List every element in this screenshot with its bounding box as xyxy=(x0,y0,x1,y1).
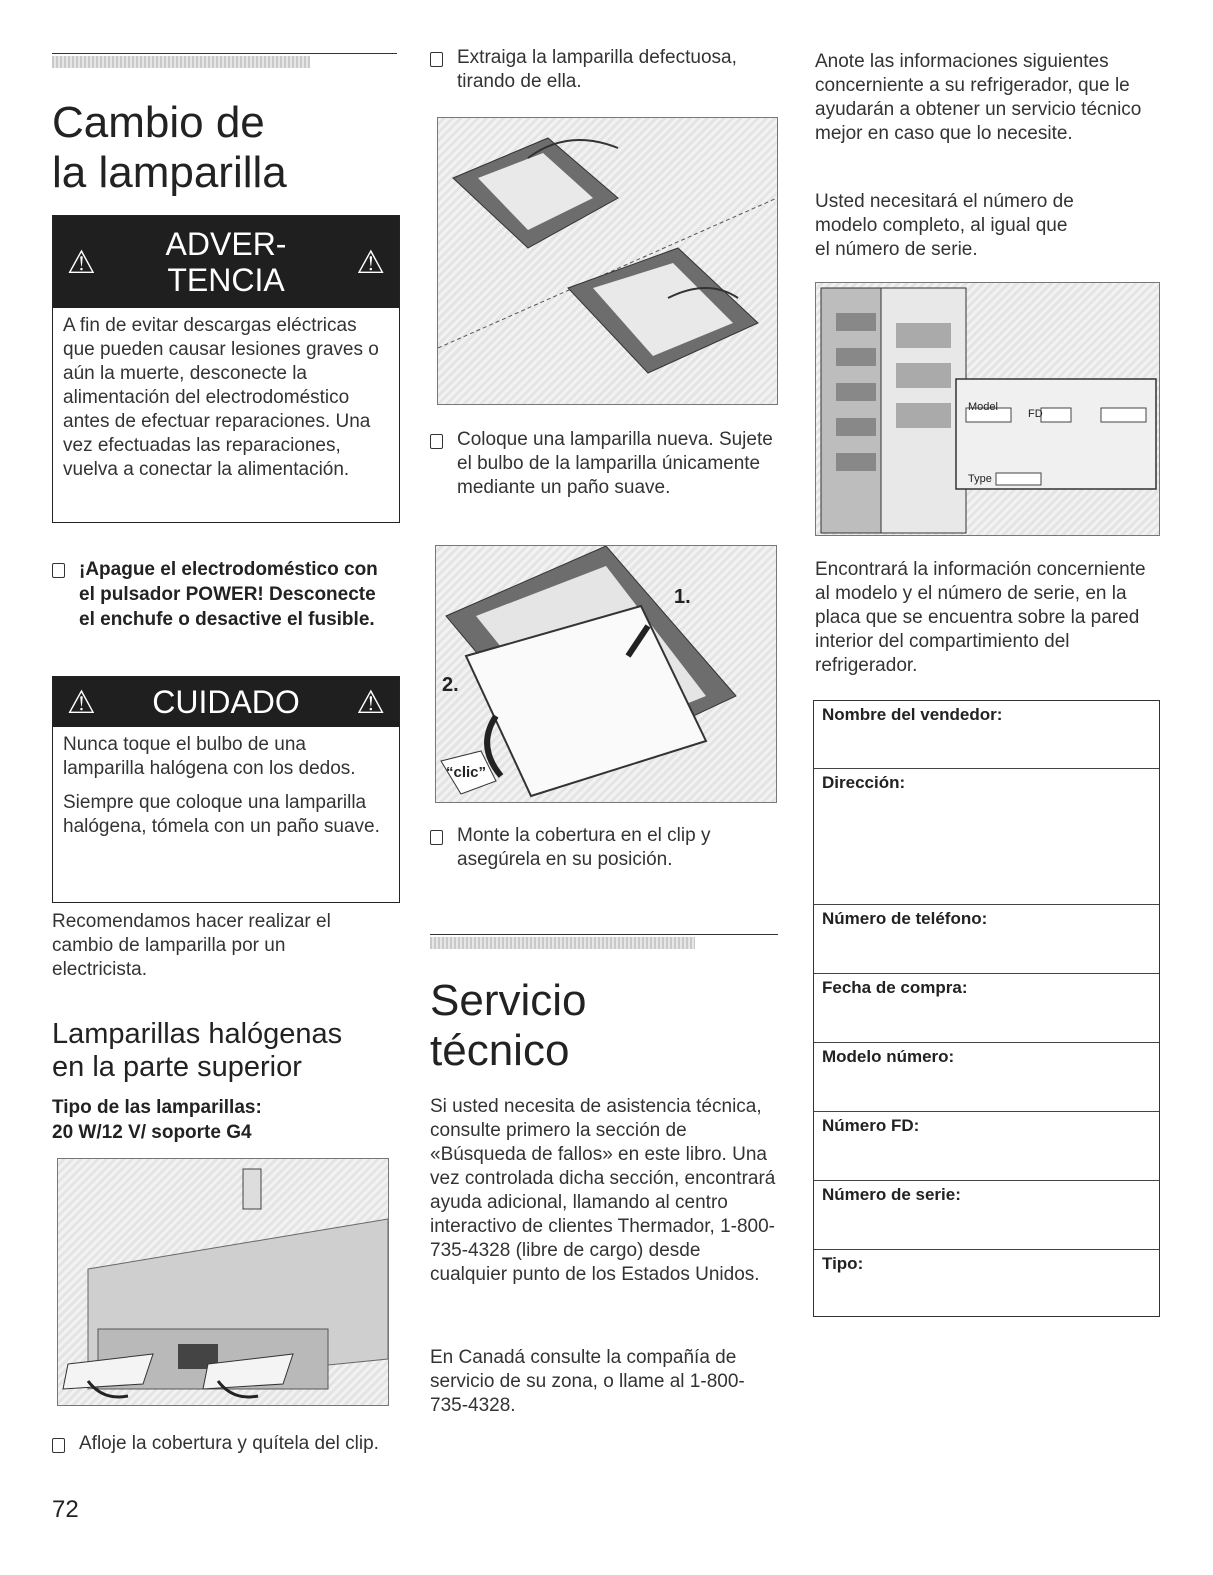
warning-triangle-icon: ⚠ xyxy=(67,244,96,280)
form-field-model-number[interactable]: Modelo número: xyxy=(814,1043,1159,1112)
form-field-purchase-date[interactable]: Fecha de compra: xyxy=(814,974,1159,1043)
bullet-coloque-text: Coloque una lamparilla nueva. Sujete el bulbo de la lamparilla únicamente mediante un paño suave. xyxy=(457,429,773,498)
recommend-text: Recomendamos hacer realizar el cambio de lamparilla por un electricista. xyxy=(52,911,331,980)
form-field-type[interactable]: Tipo: xyxy=(822,1254,864,1273)
checkbox-icon xyxy=(52,563,65,578)
info-paragraph-1: Anote las informaciones siguientes concerniente a su refrigerador, que le ayudarán a obtener un servicio técnico mejor en caso que lo necesite. xyxy=(815,51,1142,144)
refrigerator-figure xyxy=(815,282,1160,536)
form-field-vendor[interactable]: Nombre del vendedor: xyxy=(814,701,1159,769)
info-paragraph-3: Encontrará la información concerniente al modelo y el número de serie, en la placa que se encuentra sobre la pared interior del compartimiento del refrigerador. xyxy=(815,559,1146,676)
remove-lamp-figure xyxy=(437,117,778,405)
bullet-extraiga-text: Extraiga la lamparilla defectuosa, tirando de ella. xyxy=(457,47,737,92)
section-rule-bar xyxy=(430,937,695,949)
cover-click-drawing xyxy=(436,546,776,802)
warning-box xyxy=(52,215,400,523)
warning-header-line-1: ADVER- xyxy=(165,226,287,262)
subtitle-line-2: en la parte superior xyxy=(52,1051,302,1083)
plate-fd-label: FD xyxy=(1028,408,1043,420)
caution-header-text: CUIDADO xyxy=(152,684,300,720)
lamp-type xyxy=(52,1095,262,1145)
caution-triangle-icon: ⚠ xyxy=(67,684,96,720)
form-field-fd-number[interactable]: Número FD: xyxy=(814,1112,1159,1181)
section-rule-line xyxy=(52,53,397,54)
service-info-form xyxy=(813,700,1160,1317)
form-field-serial-number[interactable]: Número de serie: xyxy=(814,1181,1159,1250)
title-line-2: la lamparilla xyxy=(52,148,287,197)
section-rule-bar xyxy=(52,56,310,68)
warning-text: A fin de evitar descargas eléctricas que pueden causar lesiones graves o aún la muerte, desconecte la alimentación del electrodoméstico antes de efectuar reparaciones. Una vez efectuadas las reparaciones, vuelva a conectar la alimentación. xyxy=(63,315,379,480)
checkbox-icon xyxy=(430,434,443,449)
bullet-afloje-text: Afloje la cobertura y quítela del clip. xyxy=(79,1433,379,1454)
warning-header-line-2: TENCIA xyxy=(167,262,285,298)
service-title-line-1: Servicio xyxy=(430,976,587,1025)
service-paragraph-2: En Canadá consulte la compañía de servicio de su zona, o llame al 1-800-735-4328. xyxy=(430,1347,745,1416)
bullet-afloje xyxy=(52,1432,392,1456)
bullet-coloque xyxy=(430,428,775,500)
page-title xyxy=(52,98,392,198)
cover-click-figure xyxy=(435,545,777,803)
service-title-line-2: técnico xyxy=(430,1026,570,1075)
plate-model-label: Model xyxy=(968,401,998,413)
remove-lamp-drawing xyxy=(438,118,777,404)
title-line-1: Cambio de xyxy=(52,98,265,147)
bullet-power-off-text: ¡Apague el electrodoméstico con el pulsador POWER! Desconecte el enchufe o desactive el fusible. xyxy=(79,559,378,630)
checkbox-icon xyxy=(430,830,443,845)
warning-header xyxy=(53,216,399,308)
caution-box xyxy=(52,676,400,903)
lamp-type-line-2: 20 W/12 V/ soporte G4 xyxy=(52,1122,252,1143)
service-paragraph-1: Si usted necesita de asistencia técnica, consulte primero la sección de «Búsqueda de fallos» en este libro. Una vez controlada dicha sección, encontrará ayuda adicional, llamando al centro interactivo de clientes Thermador, 1-800-735-4328 (libre de cargo) desde cualquier punto de los Estados Unidos. xyxy=(430,1096,776,1285)
section-rule-line xyxy=(430,934,778,935)
bullet-monte xyxy=(430,824,775,872)
service-title xyxy=(430,976,775,1076)
bullet-monte-text: Monte la cobertura en el clip y asegúrela en su posición. xyxy=(457,825,711,870)
subtitle-line-1: Lamparillas halógenas xyxy=(52,1018,343,1050)
form-field-address[interactable]: Dirección: xyxy=(814,769,1159,905)
caution-header xyxy=(53,677,399,727)
plate-type-label: Type xyxy=(968,473,992,485)
form-field-phone[interactable]: Número de teléfono: xyxy=(814,905,1159,974)
bullet-extraiga xyxy=(430,46,780,94)
info-paragraph-2: Usted necesitará el número de modelo completo, al igual que el número de serie. xyxy=(815,191,1074,260)
checkbox-icon xyxy=(52,1438,65,1453)
caution-text-2: Siempre que coloque una lamparilla halógena, tómela con un paño suave. xyxy=(63,792,380,837)
checkbox-icon xyxy=(430,52,443,67)
step-2-label: 2. xyxy=(442,674,459,696)
caution-triangle-icon: ⚠ xyxy=(356,684,385,720)
warning-triangle-icon: ⚠ xyxy=(356,244,385,280)
clic-label: “clic” xyxy=(446,764,487,781)
page-number: 72 xyxy=(52,1496,79,1523)
halogen-lamp-drawing xyxy=(58,1159,388,1405)
caution-text-1: Nunca toque el bulbo de una lamparilla halógena con los dedos. xyxy=(63,734,356,779)
lamp-type-line-1: Tipo de las lamparillas: xyxy=(52,1097,262,1118)
halogen-lamp-figure xyxy=(57,1158,389,1406)
subtitle xyxy=(52,1018,402,1084)
step-1-label: 1. xyxy=(674,586,691,608)
bullet-power-off xyxy=(52,557,392,632)
